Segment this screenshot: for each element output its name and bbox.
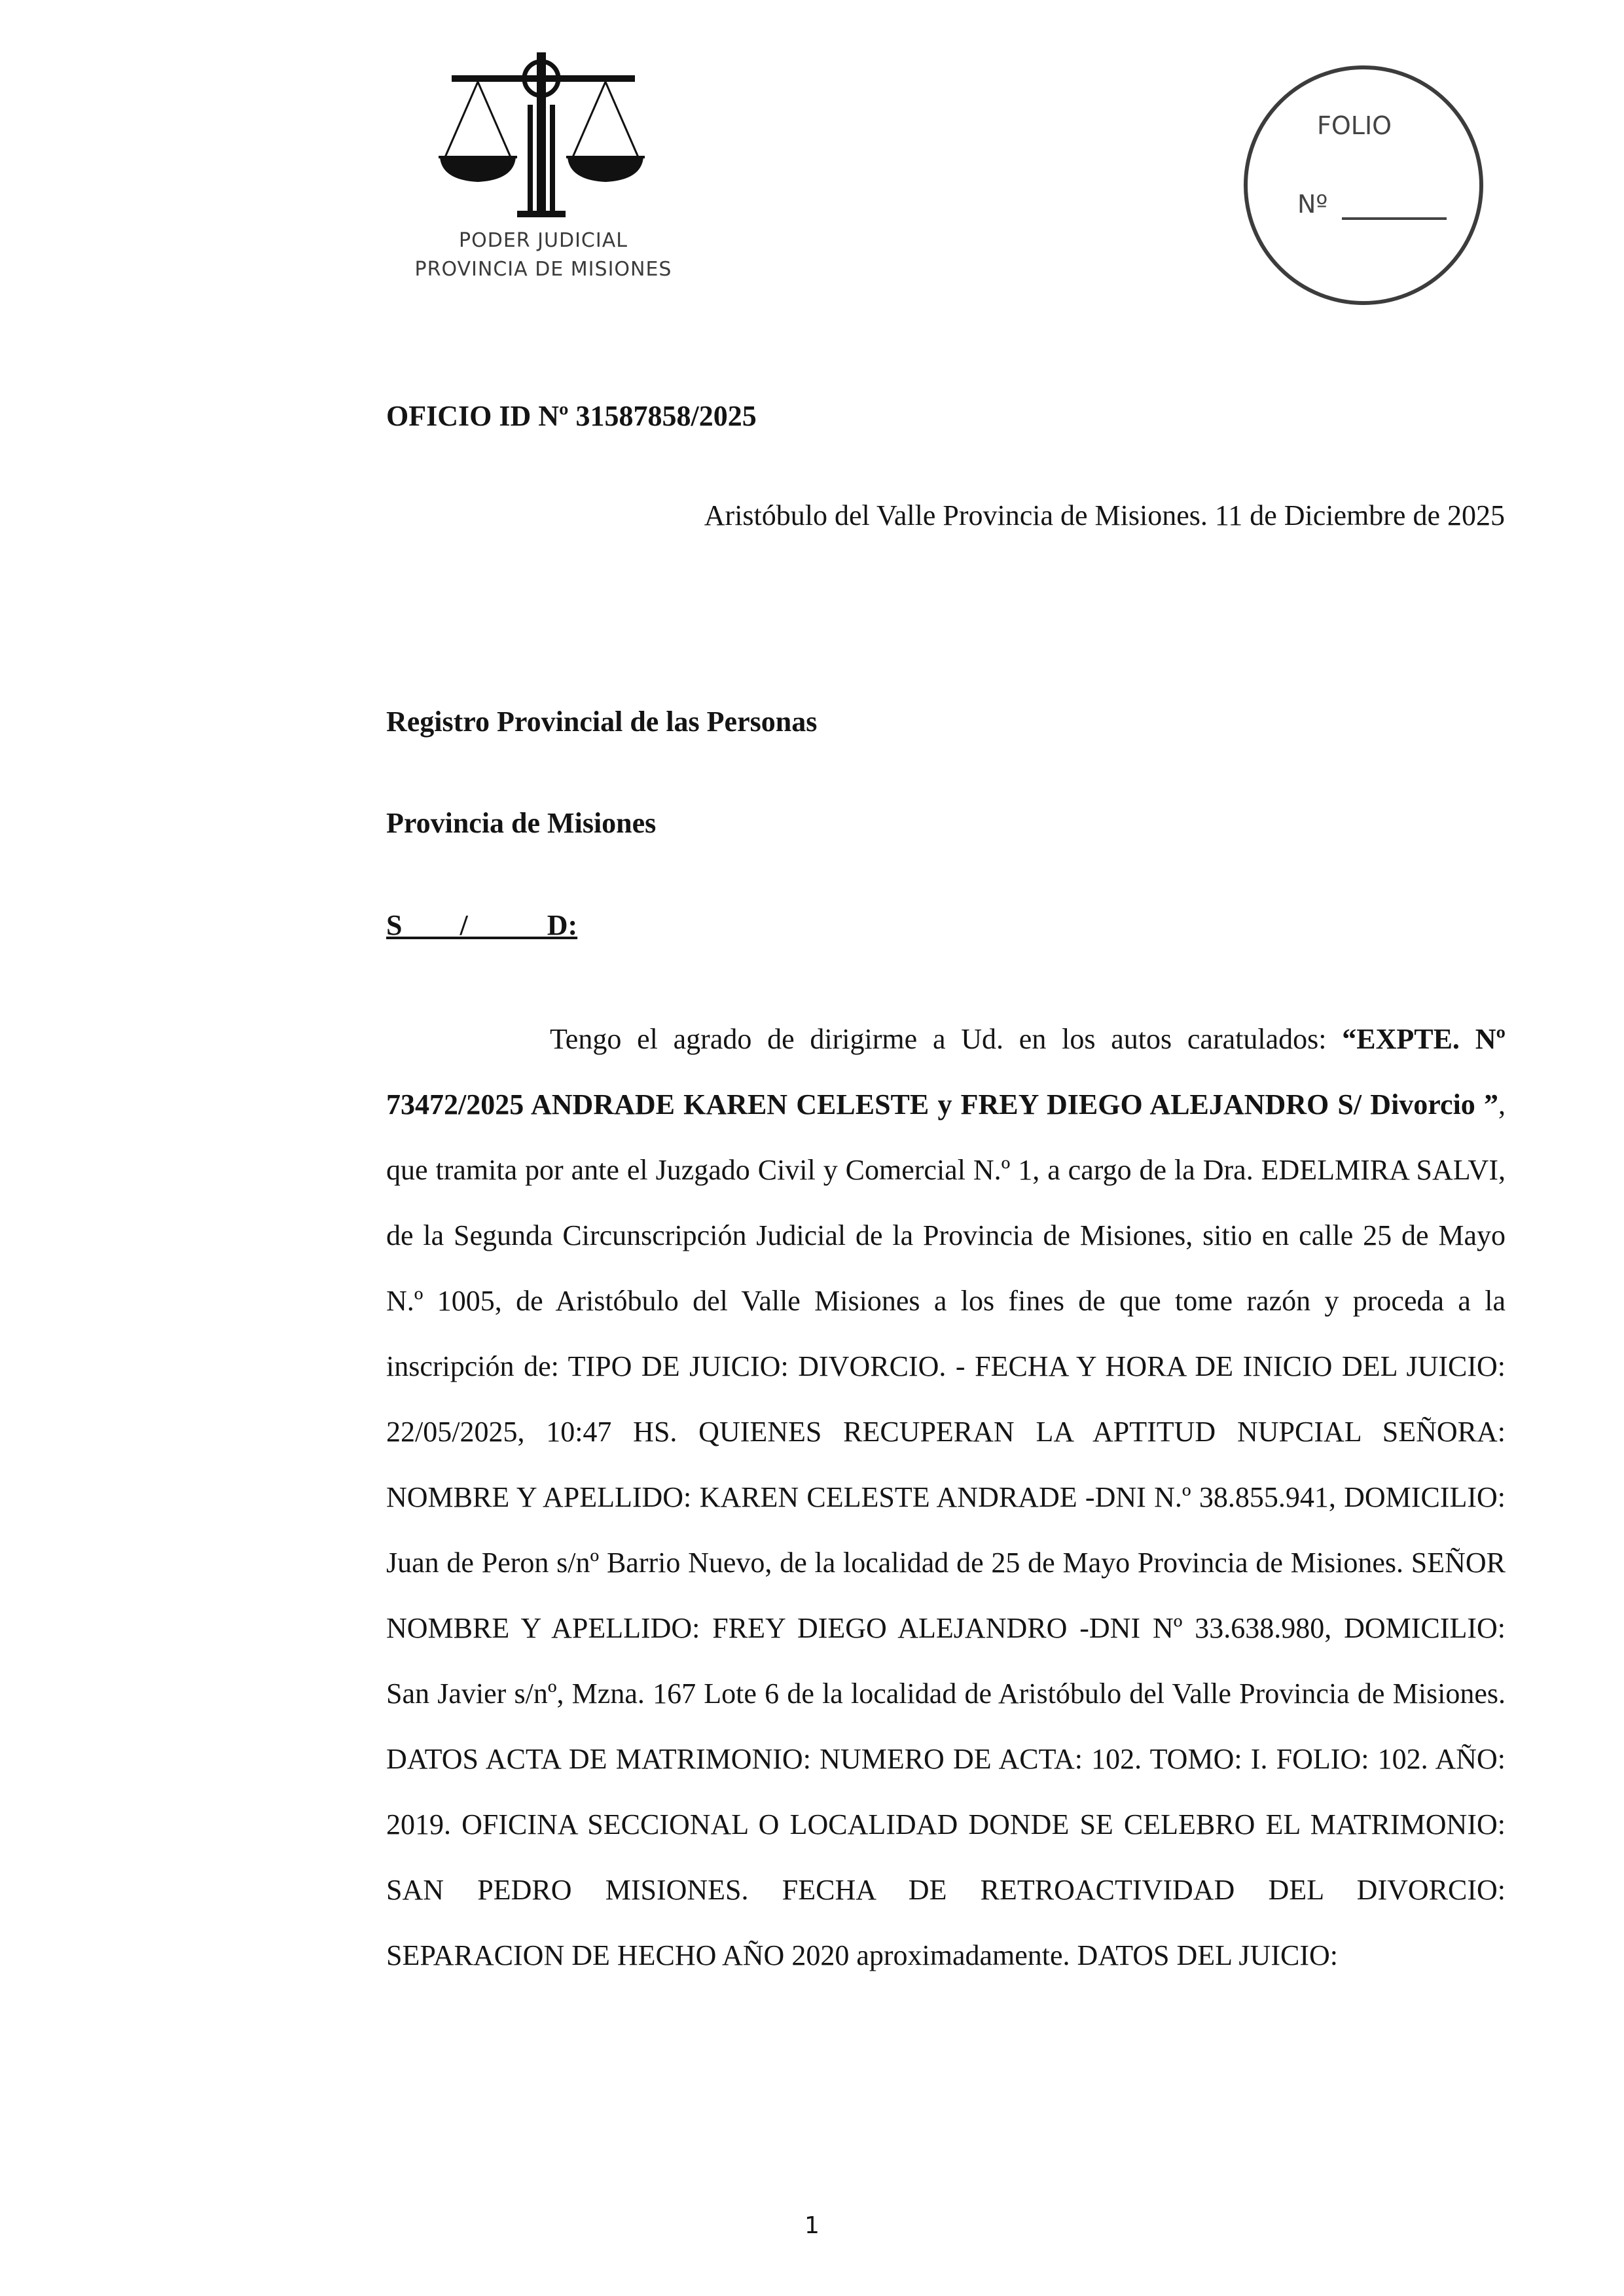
page-number: 1 <box>804 2212 820 2239</box>
folio-circle <box>1244 65 1483 305</box>
folio-number-label: Nº <box>1297 190 1328 219</box>
document-title: OFICIO ID Nº 31587858/2025 <box>386 400 757 432</box>
seal-line2: PROVINCIA DE MISIONES <box>414 258 672 281</box>
folio-label: FOLIO <box>1317 111 1392 140</box>
folio-number-line <box>1342 217 1447 220</box>
folio-stamp <box>1244 65 1486 308</box>
place-date: Aristóbulo del Valle Provincia de Misiones. 11 de Diciembre de 2025 <box>704 499 1505 531</box>
scales-of-justice-icon <box>406 39 681 229</box>
body-rest: , que tramita por ante el Juzgado Civil y Comercial N.º 1, a cargo de la Dra. EDELMIRA SALVI, de la Segunda Circunscripción Judicial de la Provincia de Misiones, sitio en calle 25 de Mayo N.º 1005, de Aristóbulo del Valle Misiones a los fines de que tome razón y proceda a la inscripción de: TIPO DE JUICIO: DIVORCIO. - FECHA Y HORA DE INICIO DEL JUICIO: 22/05/2025, 10:47 HS. QUIENES RECUPERAN LA APTITUD NUPCIAL SEÑORA: NOMBRE Y APELLIDO: KAREN CELESTE ANDRADE -DNI N.º 38.855.941, DOMICILIO: Juan de Peron s/nº Barrio Nuevo, de la localidad de 25 de Mayo Provincia de Misiones. SEÑOR NOMBRE Y APELLIDO: FREY DIEGO ALEJANDRO -DNI Nº 33.638.980, DOMICILIO: San Javier s/nº, Mzna. 167 Lote 6 de la localidad de Aristóbulo del Valle Provincia de Misiones. DATOS ACTA DE MATRIMONIO: NUMERO DE ACTA: 102. TOMO: I. FOLIO: 102. AÑO: 2019. OFICINA SECCIONAL O LOCALIDAD DONDE SE CELEBRO EL MATRIMONIO: SAN PEDRO MISIONES. FECHA DE RETROACTIVIDAD DEL DIVORCIO: SEPARACION DE HECHO AÑO 2020 aproximadamente. DATOS DEL JUICIO: <box>386 1088 1506 1971</box>
body-paragraph <box>386 1007 1506 1988</box>
recipient-line2: Provincia de Misiones <box>386 807 657 839</box>
seal-line1: PODER JUDICIAL <box>459 229 628 252</box>
salutation: S / D: <box>386 909 578 941</box>
body-case-title: “EXPTE. Nº 73472/2025 ANDRADE KAREN CELESTE y FREY DIEGO ALEJANDRO S/ Divorcio ” <box>386 1023 1506 1121</box>
judicial-seal <box>406 39 681 288</box>
recipient-line1: Registro Provincial de las Personas <box>386 706 818 738</box>
body-intro: Tengo el agrado de dirigirme a Ud. en los autos caratulados: <box>550 1023 1343 1055</box>
